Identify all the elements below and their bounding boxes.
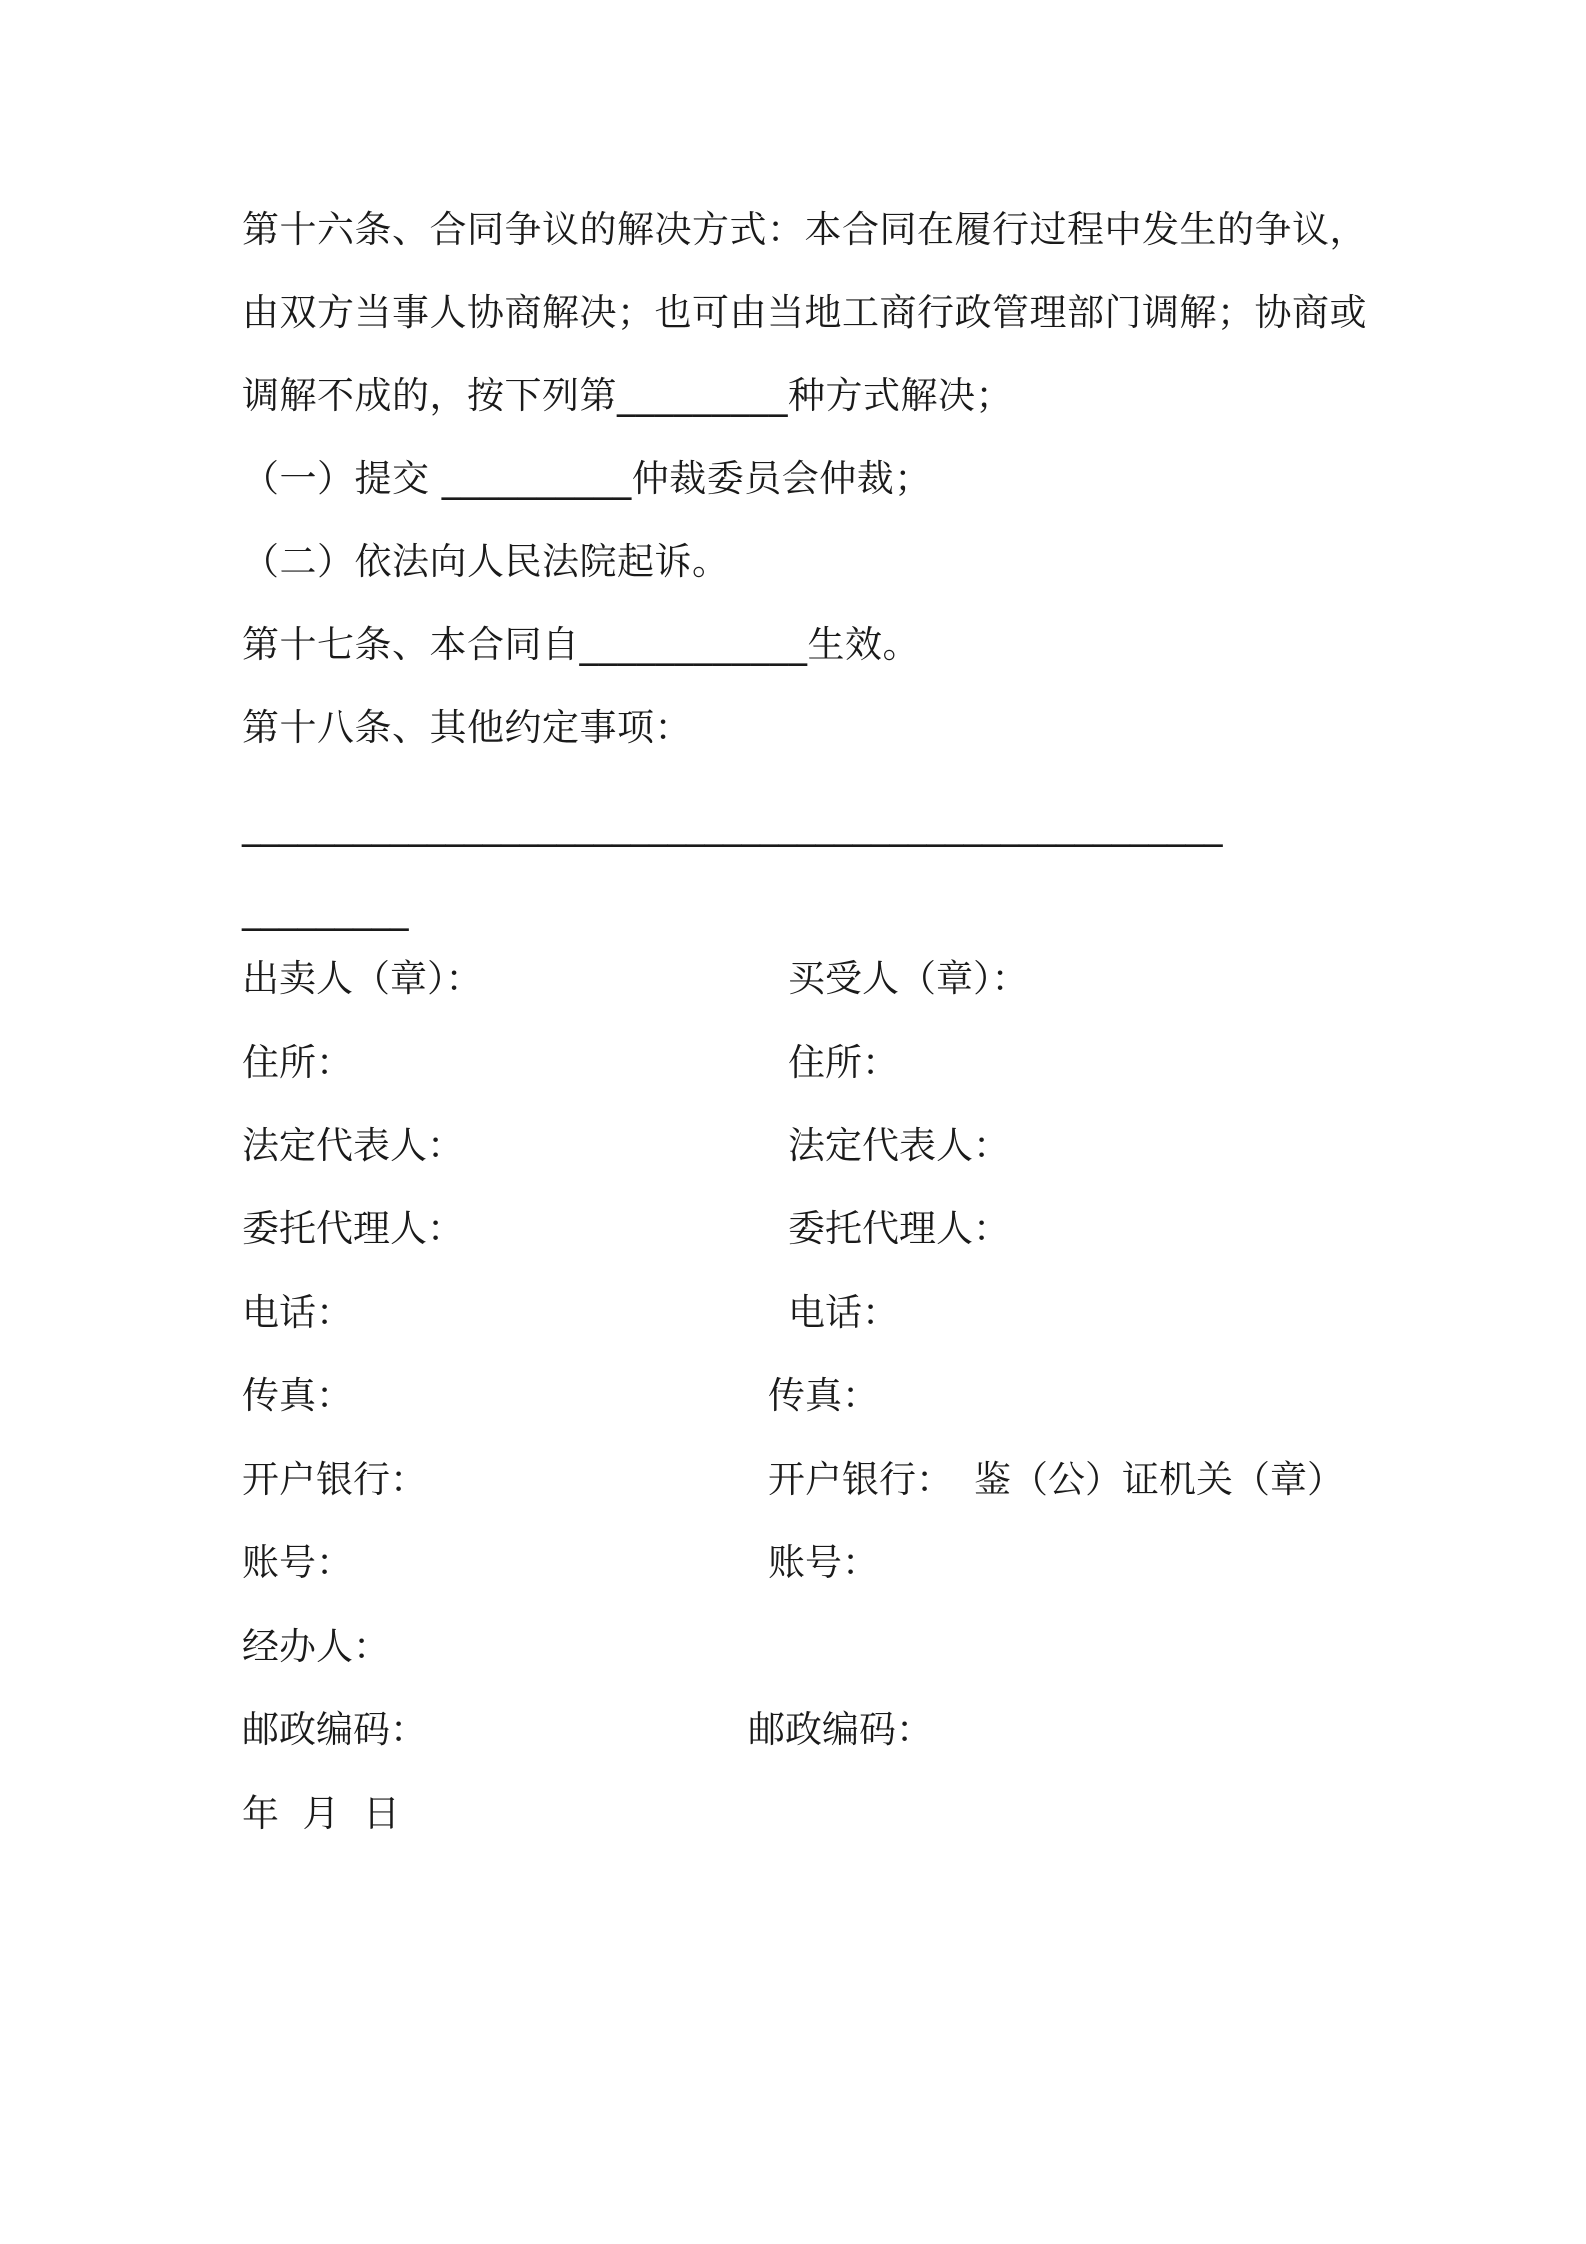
blank-line-long: _____________________________________________________ — [242, 804, 1223, 847]
seller-phone: 电话： — [242, 1291, 353, 1334]
option-2: （二）依法向人民法院起诉。 — [242, 540, 730, 583]
seller-bank: 开户银行： — [242, 1458, 427, 1501]
clause-16-line-3: 调解不成的，按下列第_________种方式解决； — [242, 374, 1013, 417]
buyer-label: 买受人（章）： — [788, 957, 1029, 1000]
option-1: （一）提交 __________仲裁委员会仲裁； — [242, 457, 932, 500]
buyer-postcode: 邮政编码： — [748, 1708, 933, 1751]
seller-address: 住所： — [242, 1041, 353, 1084]
blank-line-short: _________ — [242, 888, 409, 931]
seller-account: 账号： — [242, 1541, 353, 1584]
buyer-bank: 开户银行： — [768, 1458, 953, 1501]
buyer-address: 住所： — [788, 1041, 899, 1084]
buyer-fax: 传真： — [768, 1374, 879, 1417]
seller-fax: 传真： — [242, 1374, 353, 1417]
seller-postcode: 邮政编码： — [242, 1708, 427, 1751]
buyer-legal-rep: 法定代表人： — [788, 1124, 1010, 1167]
clause-18: 第十八条、其他约定事项： — [242, 706, 692, 749]
clause-16-line-1: 第十六条、合同争议的解决方式：本合同在履行过程中发生的争议， — [242, 208, 1367, 251]
buyer-phone: 电话： — [788, 1291, 899, 1334]
seller-agent: 委托代理人： — [242, 1207, 464, 1250]
buyer-agent: 委托代理人： — [788, 1207, 1010, 1250]
buyer-account: 账号： — [768, 1541, 879, 1584]
seller-legal-rep: 法定代表人： — [242, 1124, 464, 1167]
notary-label: 鉴（公）证机关（章） — [974, 1458, 1344, 1501]
handler: 经办人： — [242, 1625, 390, 1668]
clause-16-line-2: 由双方当事人协商解决；也可由当地工商行政管理部门调解；协商或 — [242, 291, 1367, 334]
date-line: 年 月 日 — [242, 1792, 401, 1835]
seller-label: 出卖人（章）： — [242, 957, 483, 1000]
clause-17: 第十七条、本合同自____________生效。 — [242, 623, 920, 666]
